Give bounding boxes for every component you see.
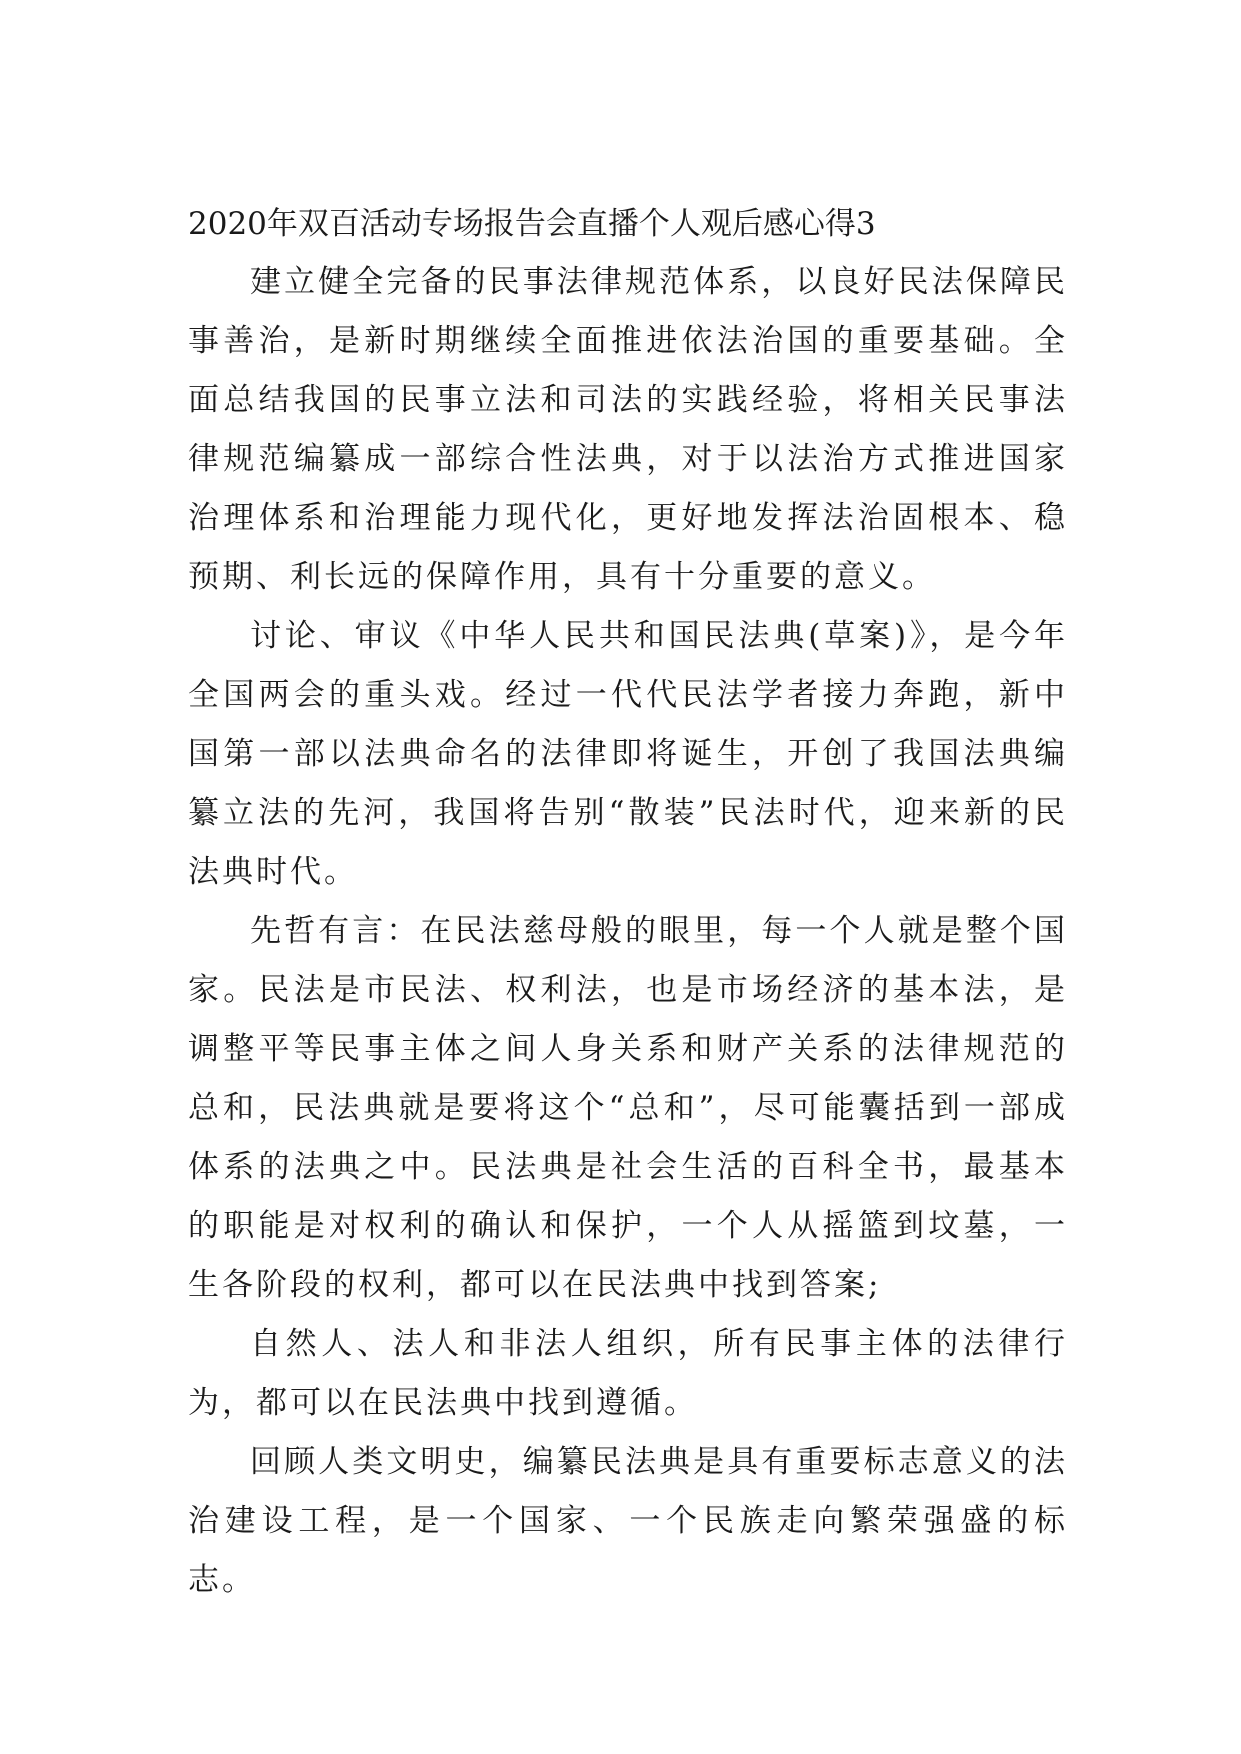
document-title: 2020年双百活动专场报告会直播个人观后感心得3: [188, 206, 876, 242]
document-body: [188, 195, 1068, 1610]
paragraph-2: 讨论、审议《中华人民共和国民法典(草案)》，是今年全国两会的重头戏。经过一代代民法学者接力奔跑，新中国第一部以法典命名的法律即将诞生，开创了我国法典编纂立法的先河，我国将告别“散装”民法时代，迎来新的民法典时代。: [188, 618, 1068, 890]
paragraph-1: 建立健全完备的民事法律规范体系，以良好民法保障民事善治，是新时期继续全面推进依法治国的重要基础。全面总结我国的民事立法和司法的实践经验，将相关民事法律规范编纂成一部综合性法典，对于以法治方式推进国家治理体系和治理能力现代化，更好地发挥法治固根本、稳预期、利长远的保障作用，具有十分重要的意义。: [188, 264, 1068, 595]
paragraph-5: 回顾人类文明史，编纂民法典是具有重要标志意义的法治建设工程，是一个国家、一个民族走向繁荣强盛的标志。: [188, 1444, 1068, 1598]
paragraph-3: 先哲有言：在民法慈母般的眼里，每一个人就是整个国家。民法是市民法、权利法，也是市场经济的基本法，是调整平等民事主体之间人身关系和财产关系的法律规范的总和，民法典就是要将这个“总和”，尽可能囊括到一部成体系的法典之中。民法典是社会生活的百科全书，最基本的职能是对权利的确认和保护，一个人从摇篮到坟墓，一生各阶段的权利，都可以在民法典中找到答案;: [188, 913, 1068, 1303]
paragraph-4: 自然人、法人和非法人组织，所有民事主体的法律行为，都可以在民法典中找到遵循。: [188, 1326, 1068, 1421]
